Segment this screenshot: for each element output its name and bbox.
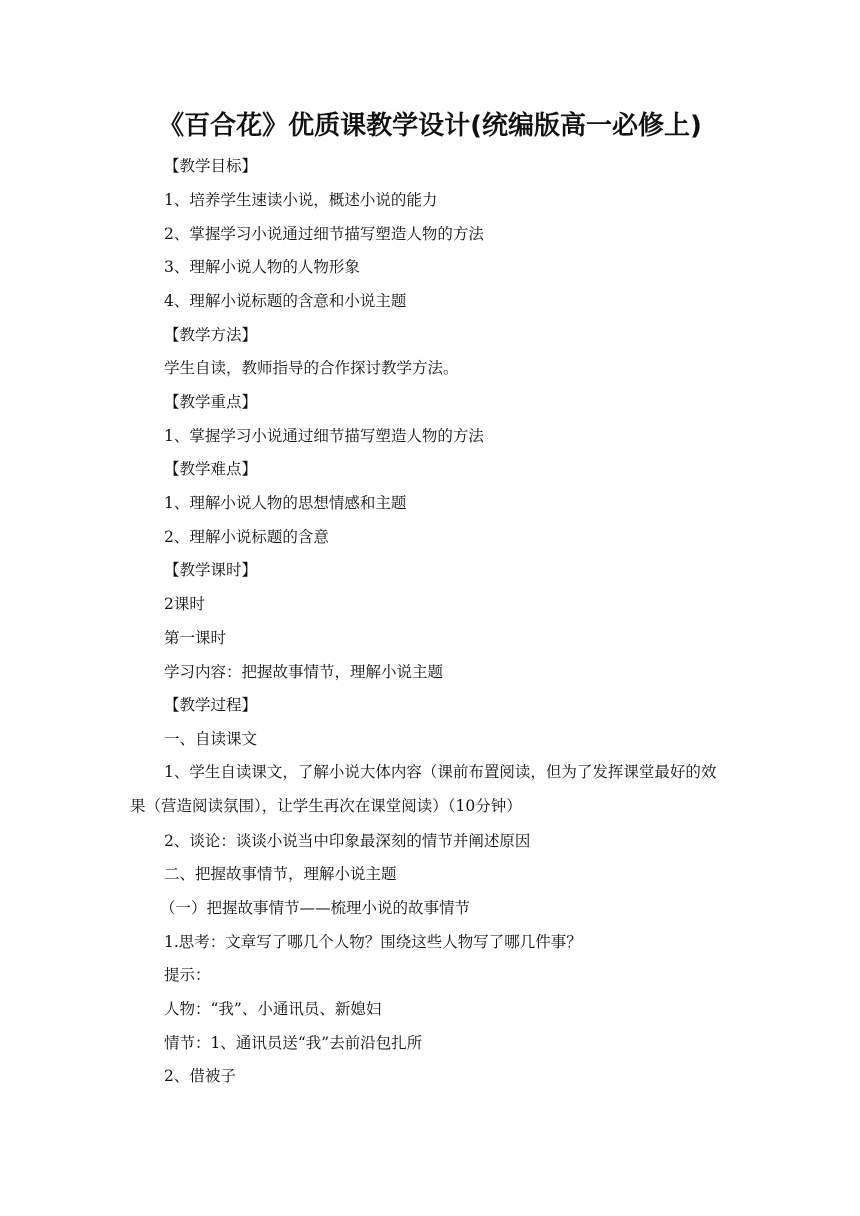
- subsection-heading: （一）把握故事情节——梳理小说的故事情节: [160, 899, 471, 917]
- body-paragraph: 1、学生自读课文，了解小说大体内容（课前布置阅读，但为了发挥课堂最好的效果（营造阅读氛围），让学生再次在课堂阅读）（10分钟）: [130, 763, 717, 815]
- section-two-heading: 二、把握故事情节，理解小说主题: [164, 865, 397, 883]
- heading-key-points: 【教学重点】: [164, 393, 258, 411]
- difficulty-item: 1、理解小说人物的思想情感和主题: [164, 494, 407, 512]
- objective-item: 1、培养学生速读小说，概述小说的能力: [164, 191, 438, 209]
- heading-teaching-process: 【教学过程】: [164, 696, 258, 714]
- process-item: 2、谈论：谈谈小说当中印象最深刻的情节并阐述原因: [164, 832, 531, 850]
- plot-line: 2、借被子: [164, 1067, 236, 1085]
- section-one-heading: 一、自读课文: [164, 730, 258, 748]
- heading-teaching-objectives: 【教学目标】: [164, 157, 258, 175]
- characters-line: 人物：“我”、小通讯员、新媳妇: [164, 1000, 382, 1018]
- learning-content: 学习内容：把握故事情节，理解小说主题: [164, 663, 444, 681]
- question-item: 1.思考：文章写了哪几个人物？围绕这些人物写了哪几件事？: [164, 933, 582, 951]
- methods-text: 学生自读，教师指导的合作探讨教学方法。: [164, 359, 459, 377]
- hint-label: 提示：: [164, 966, 211, 984]
- difficulty-item: 2、理解小说标题的含意: [164, 528, 329, 546]
- document-title: 《百合花》优质课教学设计(统编版高一必修上): [158, 111, 702, 141]
- heading-class-hours: 【教学课时】: [164, 561, 258, 579]
- objective-item: 4、理解小说标题的含意和小说主题: [164, 292, 407, 310]
- first-lesson-heading: 第一课时: [164, 629, 227, 647]
- objective-item: 3、理解小说人物的人物形象: [164, 258, 360, 276]
- class-hours-text: 2课时: [164, 595, 205, 613]
- plot-line: 情节：1、通讯员送“我”去前沿包扎所: [164, 1034, 423, 1052]
- heading-difficulties: 【教学难点】: [164, 460, 258, 478]
- heading-teaching-methods: 【教学方法】: [164, 326, 258, 344]
- key-point-item: 1、掌握学习小说通过细节描写塑造人物的方法: [164, 427, 484, 445]
- objective-item: 2、掌握学习小说通过细节描写塑造人物的方法: [164, 225, 484, 243]
